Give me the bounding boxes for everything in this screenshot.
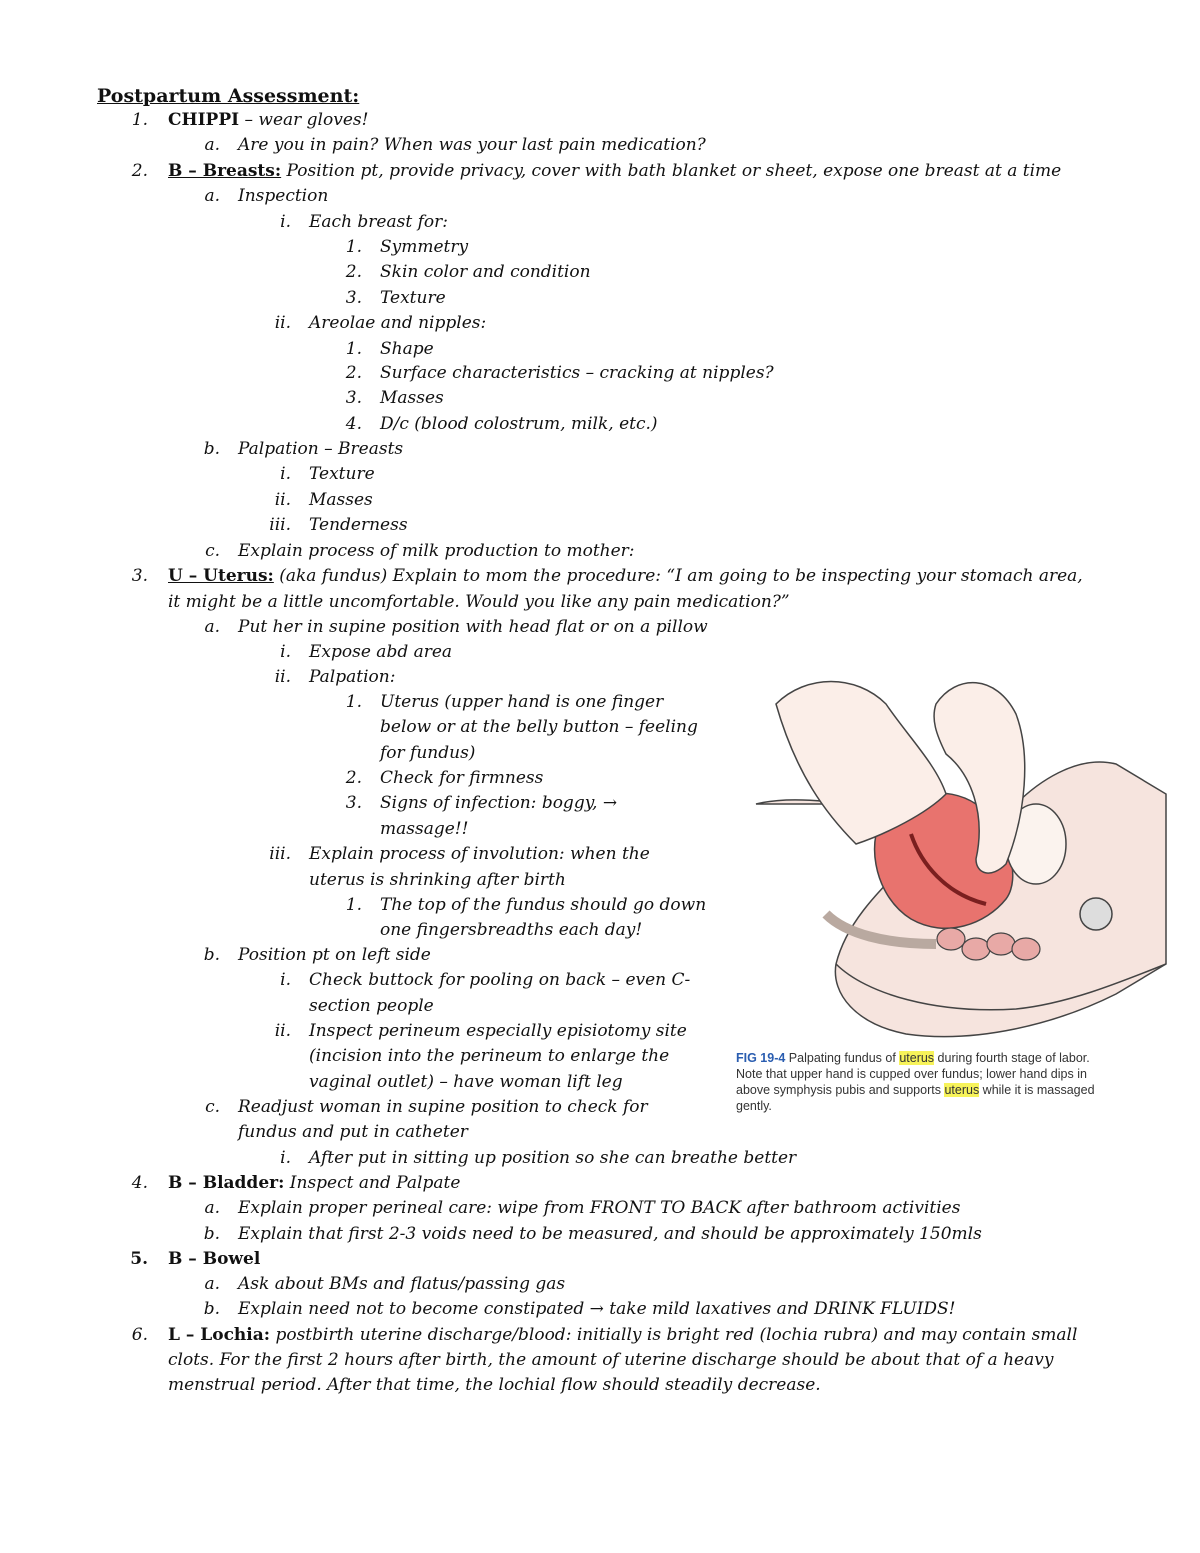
list-item: Are you in pain? When was your last pain medication? xyxy=(238,135,706,155)
list-marker: 2. xyxy=(131,161,148,181)
list-item: Each breast for: xyxy=(309,212,448,232)
list-marker: 1. xyxy=(131,110,148,130)
list-item: Masses xyxy=(309,490,373,510)
list-marker: 6. xyxy=(131,1325,148,1345)
list-marker: 1. xyxy=(345,237,362,257)
list-marker: 3. xyxy=(131,566,148,586)
list-marker: i. xyxy=(280,970,291,990)
list-marker: a. xyxy=(204,186,220,206)
list-item: Areolae and nipples: xyxy=(309,313,487,333)
list-marker: a. xyxy=(204,1274,220,1294)
list-item: Explain need not to become constipated → take mild laxatives and DRINK FLUIDS! xyxy=(238,1299,956,1319)
list-marker: ii. xyxy=(274,490,291,510)
list-marker: i. xyxy=(280,212,291,232)
list-item: Palpation – Breasts xyxy=(238,439,404,459)
list-marker: a. xyxy=(204,1198,220,1218)
list-item-continuation: fundus and put in catheter xyxy=(238,1122,468,1142)
list-item: Texture xyxy=(309,464,375,484)
list-marker: 4. xyxy=(131,1173,148,1193)
list-item-continuation: it might be a little uncomfortable. Would you like any pain medication?” xyxy=(168,592,790,612)
list-item: Position pt on left side xyxy=(238,945,431,965)
list-marker: c. xyxy=(205,1097,220,1117)
list-marker: i. xyxy=(280,464,291,484)
list-marker: ii. xyxy=(274,667,291,687)
list-item: Uterus (upper hand is one finger xyxy=(380,692,664,712)
list-item: Readjust woman in supine position to check for xyxy=(238,1097,648,1117)
list-item: Put her in supine position with head flat or on a pillow xyxy=(238,617,708,637)
list-marker: b. xyxy=(203,439,220,459)
list-item: Texture xyxy=(380,288,446,308)
list-item: Signs of infection: boggy, → xyxy=(380,793,618,813)
list-item: After put in sitting up position so she can breathe better xyxy=(309,1148,797,1168)
list-item: Inspect perineum especially episiotomy site xyxy=(309,1021,687,1041)
list-item: CHIPPI – wear gloves! xyxy=(168,110,369,130)
list-item: Check buttock for pooling on back – even C- xyxy=(309,970,691,990)
list-item-continuation: one fingersbreadths each day! xyxy=(380,920,643,940)
list-marker: a. xyxy=(204,135,220,155)
list-item-continuation: section people xyxy=(309,996,434,1016)
list-item-continuation: massage!! xyxy=(380,819,469,839)
list-item: Palpation: xyxy=(309,667,396,687)
figure-label: FIG 19-4 xyxy=(736,1051,786,1065)
list-item: B – Bladder: Inspect and Palpate xyxy=(168,1173,461,1193)
list-item-continuation: for fundus) xyxy=(380,743,476,763)
list-marker: 2. xyxy=(345,768,362,788)
list-item-continuation: clots. For the first 2 hours after birth, the amount of uterine discharge should be about that of a heavy xyxy=(168,1350,1054,1370)
list-item: Inspection xyxy=(238,186,329,206)
list-marker: iii. xyxy=(269,844,291,864)
list-item: Ask about BMs and flatus/passing gas xyxy=(238,1274,566,1294)
list-item-continuation: uterus is shrinking after birth xyxy=(309,870,566,890)
list-marker: b. xyxy=(203,1224,220,1244)
list-item: Shape xyxy=(380,339,434,359)
page-title: Postpartum Assessment: xyxy=(97,85,360,107)
list-marker: b. xyxy=(203,1299,220,1319)
list-marker: b. xyxy=(203,945,220,965)
list-item: B – Breasts: Position pt, provide privacy, cover with bath blanket or sheet, expose one breast at a time xyxy=(168,161,1062,181)
list-marker: iii. xyxy=(269,515,291,535)
list-marker: ii. xyxy=(274,1021,291,1041)
list-marker: 3. xyxy=(345,793,362,813)
list-item-continuation: (incision into the perineum to enlarge the xyxy=(309,1046,670,1066)
list-item: Expose abd area xyxy=(309,642,453,662)
list-item: Surface characteristics – cracking at nipples? xyxy=(380,363,774,383)
list-item: B – Bowel xyxy=(168,1249,261,1269)
list-item: D/c (blood colostrum, milk, etc.) xyxy=(380,414,658,434)
symphysis-pubis xyxy=(1080,898,1112,930)
list-marker: 5. xyxy=(130,1249,148,1269)
figure-caption: FIG 19-4 Palpating fundus of uterus during fourth stage of labor. Note that upper hand is cupped over fundus; lower hand dips in above symphysis pubis and supports uterus while it is massaged gently. xyxy=(736,1051,1095,1113)
list-marker: ii. xyxy=(274,313,291,333)
list-item-continuation: vaginal outlet) – have woman lift leg xyxy=(309,1072,623,1092)
list-item: Explain proper perineal care: wipe from FRONT TO BACK after bathroom activities xyxy=(238,1198,961,1218)
list-item: Tenderness xyxy=(309,515,408,535)
list-item: The top of the fundus should go down xyxy=(380,895,707,915)
list-marker: c. xyxy=(205,541,220,561)
list-marker: i. xyxy=(280,642,291,662)
list-marker: 1. xyxy=(345,895,362,915)
list-item: Masses xyxy=(380,388,444,408)
list-marker: 3. xyxy=(345,388,362,408)
list-item: Explain process of milk production to mother: xyxy=(238,541,635,561)
list-item: Explain process of involution: when the xyxy=(309,844,650,864)
list-marker: 1. xyxy=(345,692,362,712)
list-item: U – Uterus: (aka fundus) Explain to mom the procedure: “I am going to be inspecting your stomach area, xyxy=(168,566,1083,586)
list-item-continuation: below or at the belly button – feeling xyxy=(380,717,698,737)
list-marker: a. xyxy=(204,617,220,637)
list-marker: i. xyxy=(280,1148,291,1168)
list-marker: 1. xyxy=(345,339,362,359)
list-item: L – Lochia: postbirth uterine discharge/blood: initially is bright red (lochia rubra) and may contain small xyxy=(168,1325,1078,1345)
list-item-continuation: menstrual period. After that time, the lochial flow should steadily decrease. xyxy=(168,1375,821,1395)
list-marker: 4. xyxy=(345,414,362,434)
list-item: Symmetry xyxy=(380,237,469,257)
list-marker: 2. xyxy=(345,363,362,383)
uterus-palpation-illustration xyxy=(736,664,1176,1084)
list-item: Explain that first 2-3 voids need to be measured, and should be approximately 150mls xyxy=(238,1224,982,1244)
list-marker: 2. xyxy=(345,262,362,282)
list-item: Skin color and condition xyxy=(380,262,591,282)
list-item: Check for firmness xyxy=(380,768,544,788)
list-marker: 3. xyxy=(345,288,362,308)
